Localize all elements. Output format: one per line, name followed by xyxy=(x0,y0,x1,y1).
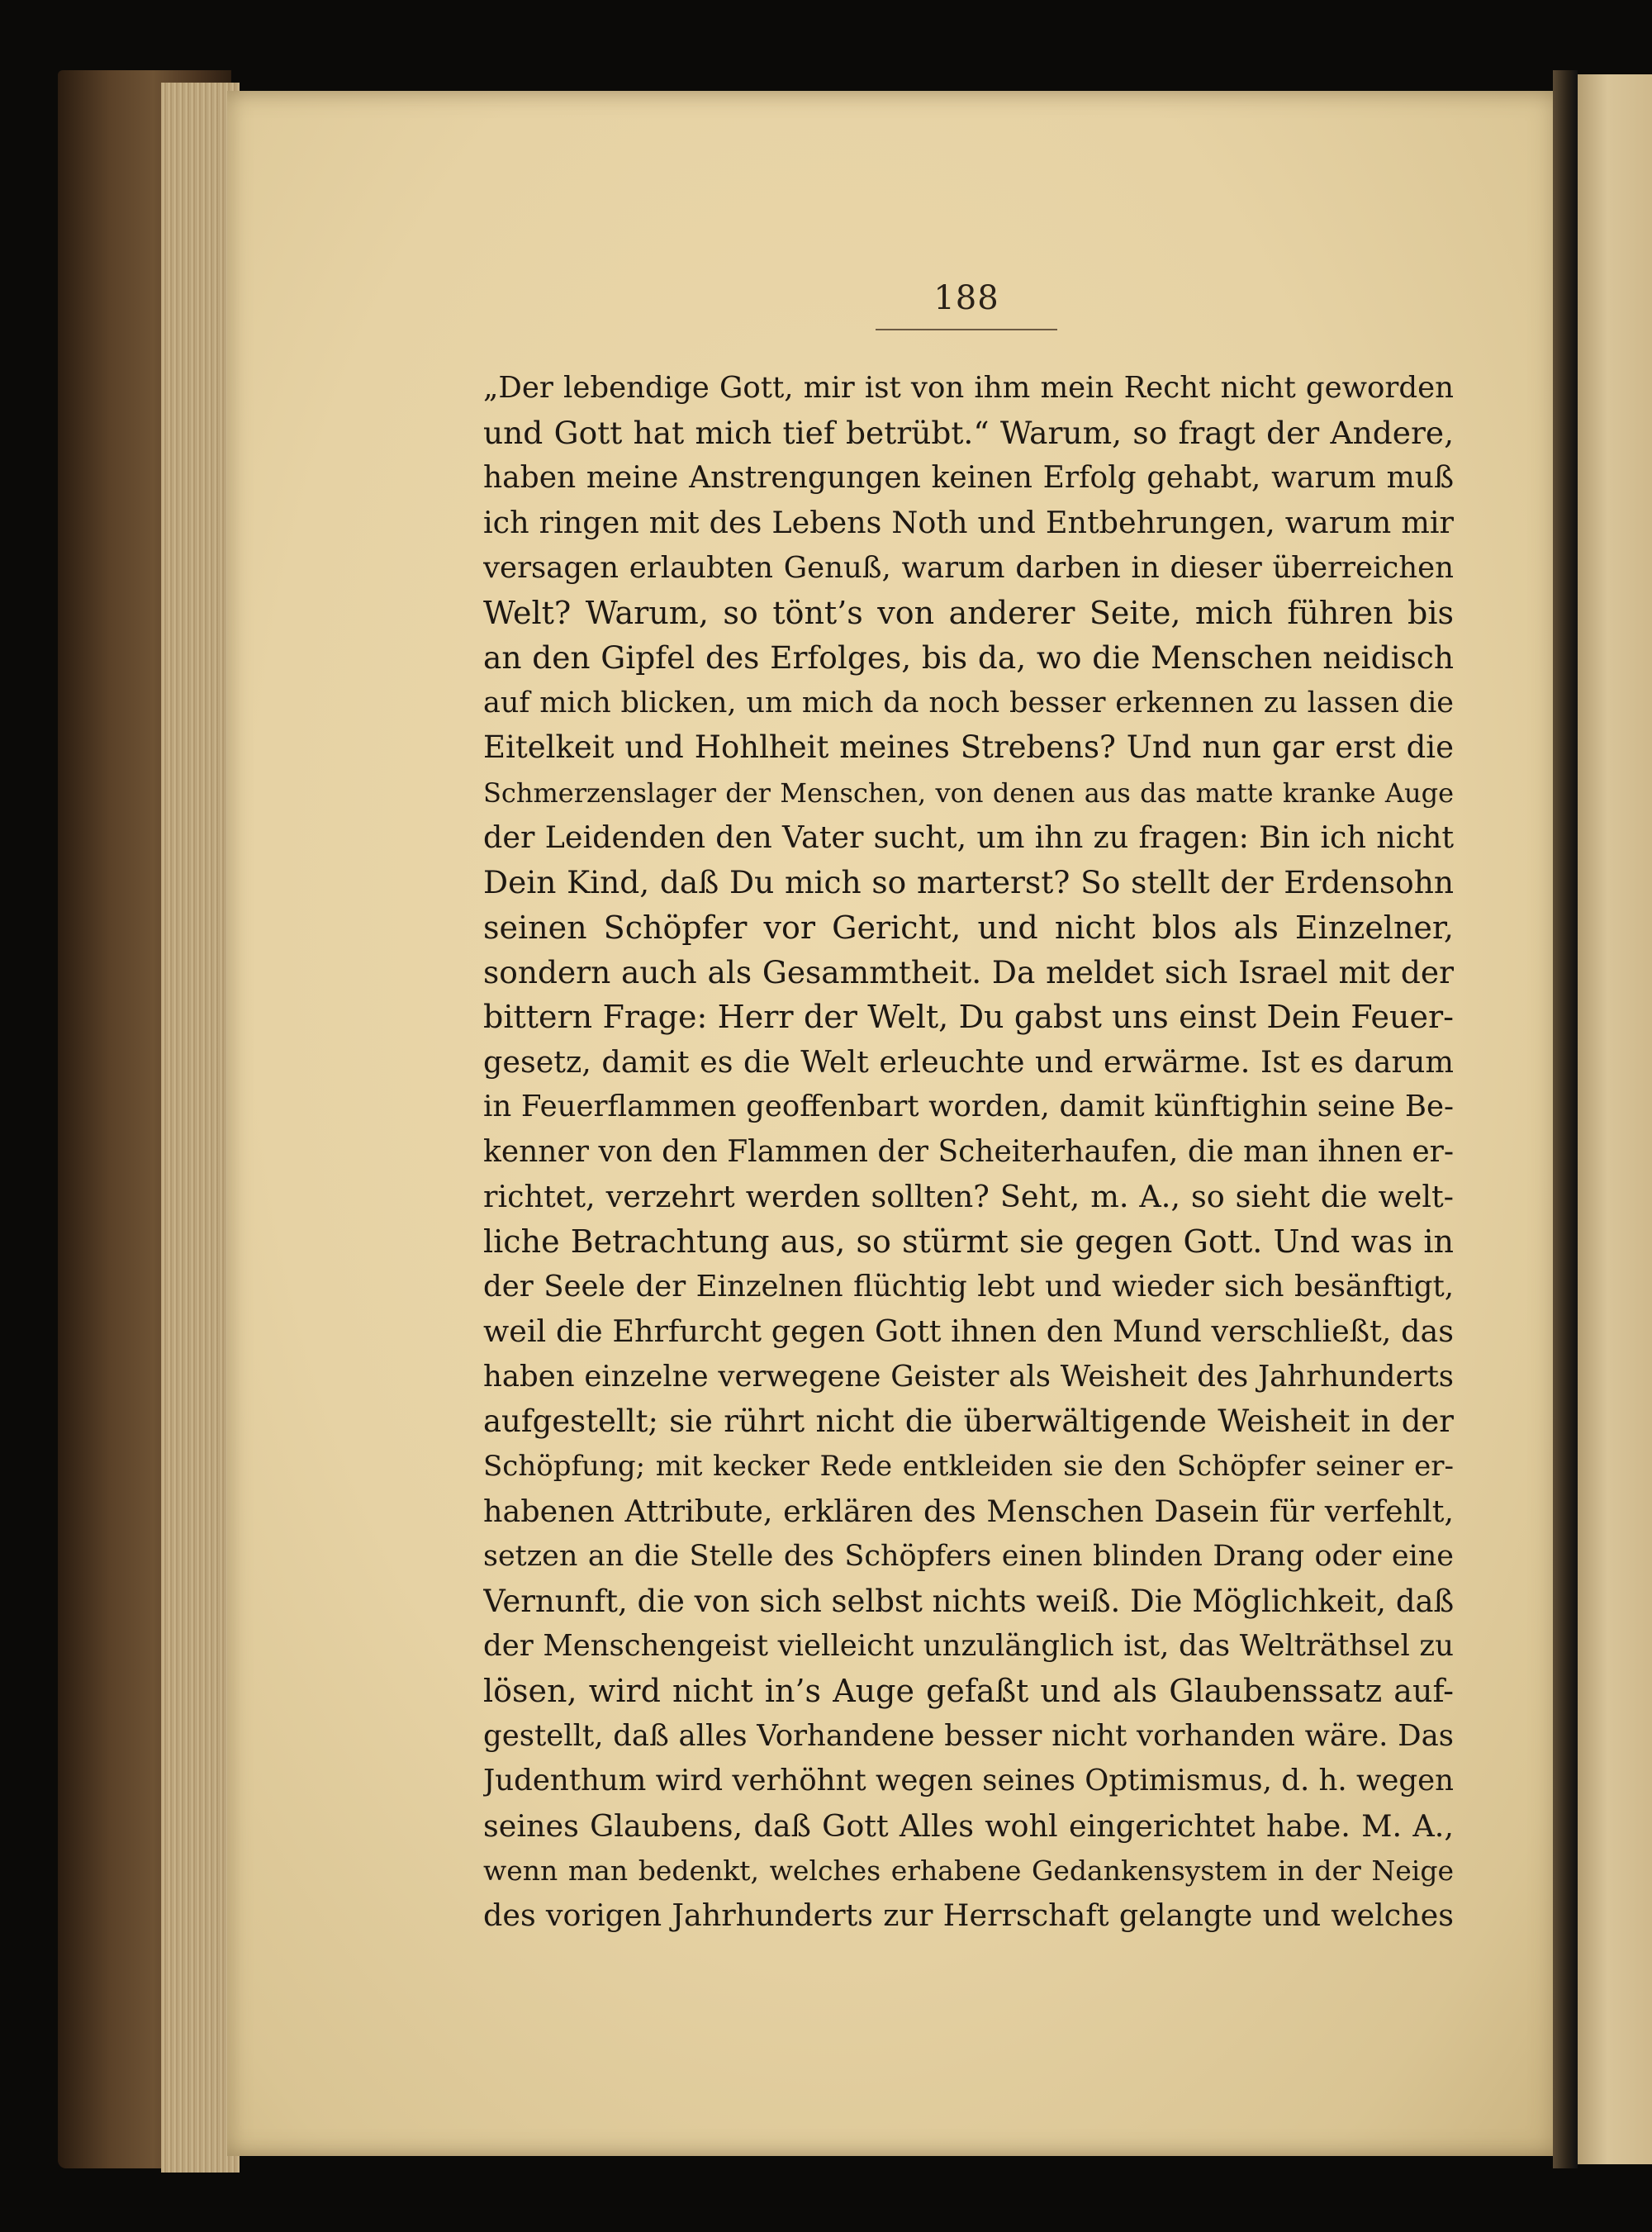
text-line: habenen Attribute, erklären des Menschen Dasein für verfehlt, xyxy=(483,1493,1454,1529)
text-line: seines Glaubens, daß Gott Alles wohl eingerichtet habe. M. A., xyxy=(483,1807,1454,1844)
text-line: bittern Frage: Herr der Welt, Du gabst uns einst Dein Feuer- xyxy=(483,999,1454,1036)
text-line: kenner von den Flammen der Scheiterhaufen, die man ihnen er- xyxy=(483,1134,1454,1169)
text-line: auf mich blicken, um mich da noch besser erkennen zu lassen die xyxy=(483,686,1454,719)
text-line: gesetz, damit es die Welt erleuchte und erwärme. Ist es darum xyxy=(483,1043,1454,1080)
text-line: setzen an die Stelle des Schöpfers einen blinden Drang oder eine xyxy=(483,1540,1454,1574)
book-gutter xyxy=(1553,70,1578,2168)
facing-page-edge xyxy=(1578,74,1652,2164)
text-line: Judenthum wird verhöhnt wegen seines Optimismus, d. h. wegen xyxy=(483,1764,1454,1798)
body-text xyxy=(483,366,1454,1939)
text-line: haben einzelne verwegene Geister als Weisheit des Jahrhunderts xyxy=(483,1359,1454,1394)
page-number: 188 xyxy=(933,279,999,317)
text-line: aufgestellt; sie rührt nicht die überwältigende Weisheit in der xyxy=(483,1403,1454,1439)
text-line: in Feuerflammen geoffenbart worden, damit künftighin seine Be- xyxy=(483,1090,1454,1124)
text-line: Dein Kind, daß Du mich so marterst? So stellt der Erdensohn xyxy=(483,864,1454,901)
text-line: und Gott hat mich tief betrübt.“ Warum, so fragt der Andere, xyxy=(483,415,1454,452)
header-rule xyxy=(876,329,1057,330)
text-line: liche Betrachtung aus, so stürmt sie gegen Gott. Und was in xyxy=(483,1223,1454,1261)
text-line: „Der lebendige Gott, mir ist von ihm mein Recht nicht geworden xyxy=(483,371,1454,405)
text-line: Eitelkeit und Hohlheit meines Strebens? Und nun gar erst die xyxy=(483,729,1454,766)
text-line: an den Gipfel des Erfolges, bis da, wo die Menschen neidisch xyxy=(483,639,1454,677)
text-line: Schöpfung; mit kecker Rede entkleiden sie den Schöpfer seiner er- xyxy=(483,1450,1454,1484)
text-line: des vorigen Jahrhunderts zur Herrschaft gelangte und welches xyxy=(483,1897,1454,1934)
text-line: der Leidenden den Vater sucht, um ihn zu fragen: Bin ich nicht xyxy=(483,819,1454,855)
text-line: gestellt, daß alles Vorhandene besser nicht vorhanden wäre. Das xyxy=(483,1718,1454,1753)
text-line: lösen, wird nicht in’s Auge gefaßt und als Glaubenssatz auf- xyxy=(483,1673,1454,1710)
text-line: der Seele der Einzelnen flüchtig lebt und wieder sich besänftigt, xyxy=(483,1269,1454,1304)
text-line: haben meine Anstrengungen keinen Erfolg gehabt, warum muß xyxy=(483,460,1454,495)
text-line: Vernunft, die von sich selbst nichts weiß. Die Möglichkeit, daß xyxy=(483,1583,1454,1619)
text-line: Schmerzenslager der Menschen, von denen aus das matte kranke Auge xyxy=(483,776,1454,809)
text-line: ich ringen mit des Lebens Noth und Entbehrungen, warum mir xyxy=(483,505,1454,541)
text-line: sondern auch als Gesammtheit. Da meldet sich Israel mit der xyxy=(483,954,1454,991)
text-line: der Menschengeist vielleicht unzulänglich ist, das Welträthsel zu xyxy=(483,1628,1454,1663)
text-line: seinen Schöpfer vor Gericht, und nicht blos als Einzelner, xyxy=(483,909,1454,946)
text-line: weil die Ehrfurcht gegen Gott ihnen den Mund verschließt, das xyxy=(483,1313,1454,1350)
text-line: wenn man bedenkt, welches erhabene Gedankensystem in der Neige xyxy=(483,1854,1454,1887)
text-line: Welt? Warum, so tönt’s von anderer Seite, mich führen bis xyxy=(483,594,1454,631)
text-line: richtet, verzehrt werden sollten? Seht, m. A., so sieht die welt- xyxy=(483,1179,1454,1215)
text-line: versagen erlaubten Genuß, warum darben in dieser überreichen xyxy=(483,550,1454,585)
